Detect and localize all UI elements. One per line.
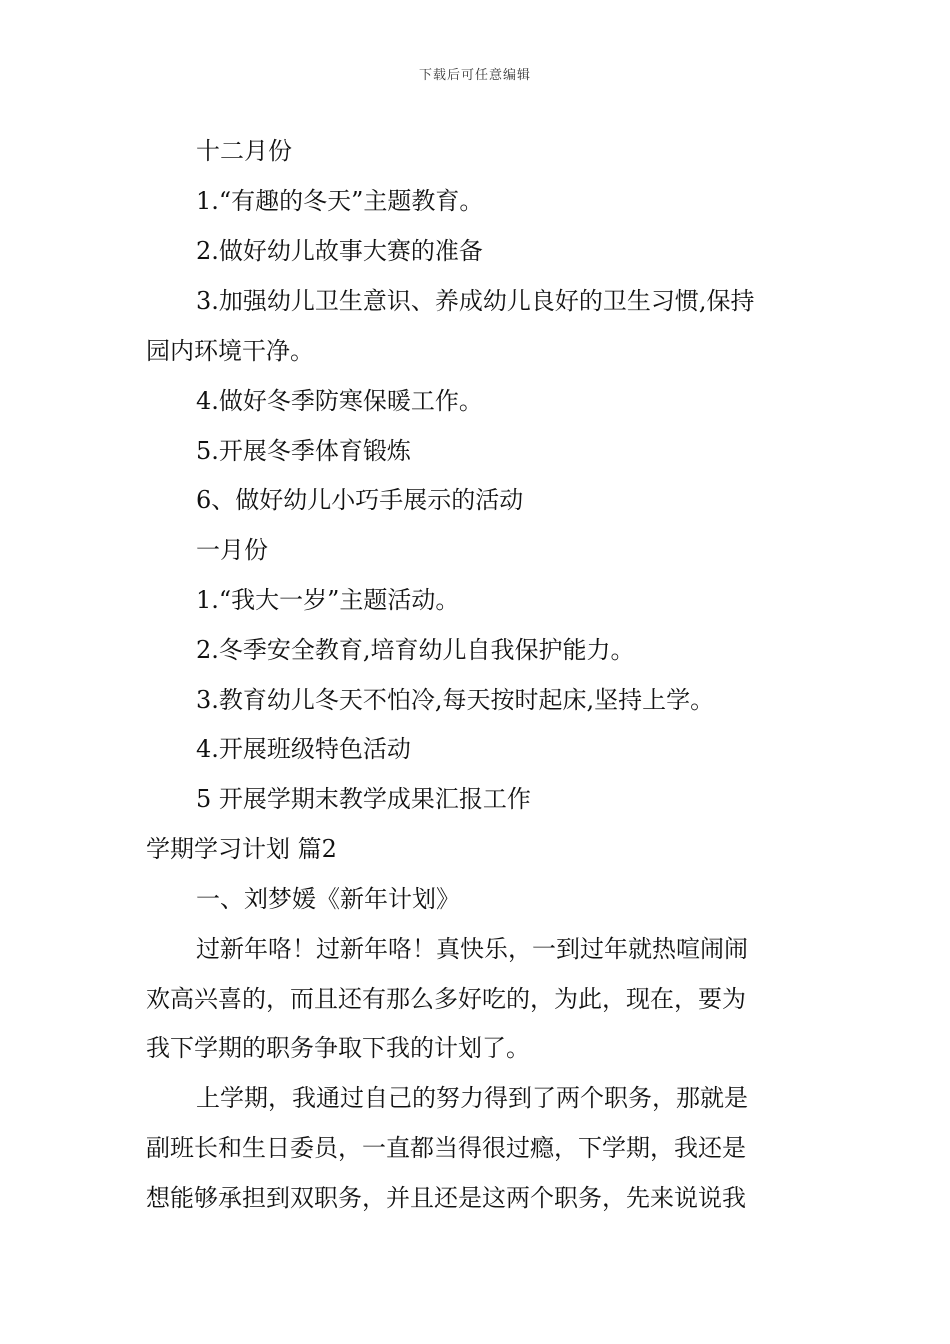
paragraph-line: 欢高兴喜的，而且还有那么多好吃的，为此，现在，要为 [146,985,746,1013]
list-item: 5 开展学期末教学成果汇报工作 [196,785,531,813]
paragraph-line: 上学期，我通过自己的努力得到了两个职务，那就是 [196,1084,748,1112]
list-item: 3.教育幼儿冬天不怕冷,每天按时起床,坚持上学。 [196,686,715,714]
section-heading-december: 十二月份 [196,137,292,165]
paragraph-line: 我下学期的职务争取下我的计划了。 [146,1034,530,1062]
list-item-continuation: 园内环境干净。 [146,337,314,365]
article-title: 学期学习计划 篇2 [146,835,337,863]
list-item: 2.做好幼儿故事大赛的准备 [196,237,483,265]
page-header: 下载后可任意编辑 [418,68,531,83]
paragraph-line: 想能够承担到双职务，并且还是这两个职务，先来说说我 [146,1184,746,1212]
paragraph-line: 过新年咯！过新年咯！真快乐，一到过年就热喧闹闹 [196,935,748,963]
paragraph-line: 副班长和生日委员，一直都当得很过瘾，下学期，我还是 [146,1134,746,1162]
list-item: 1.“我大一岁”主题活动。 [196,586,460,614]
list-item: 5.开展冬季体育锻炼 [196,437,411,465]
list-item: 4.做好冬季防寒保暖工作。 [196,387,483,415]
list-item: 2.冬季安全教育,培育幼儿自我保护能力。 [196,636,635,664]
list-item: 3.加强幼儿卫生意识、养成幼儿良好的卫生习惯,保持 [196,287,755,315]
section-heading-january: 一月份 [196,536,268,564]
article-subtitle: 一、刘梦媛《新年计划》 [196,885,460,913]
list-item: 6、做好幼儿小巧手展示的活动 [196,486,524,514]
list-item: 1.“有趣的冬天”主题教育。 [196,187,484,215]
list-item: 4.开展班级特色活动 [196,735,411,763]
